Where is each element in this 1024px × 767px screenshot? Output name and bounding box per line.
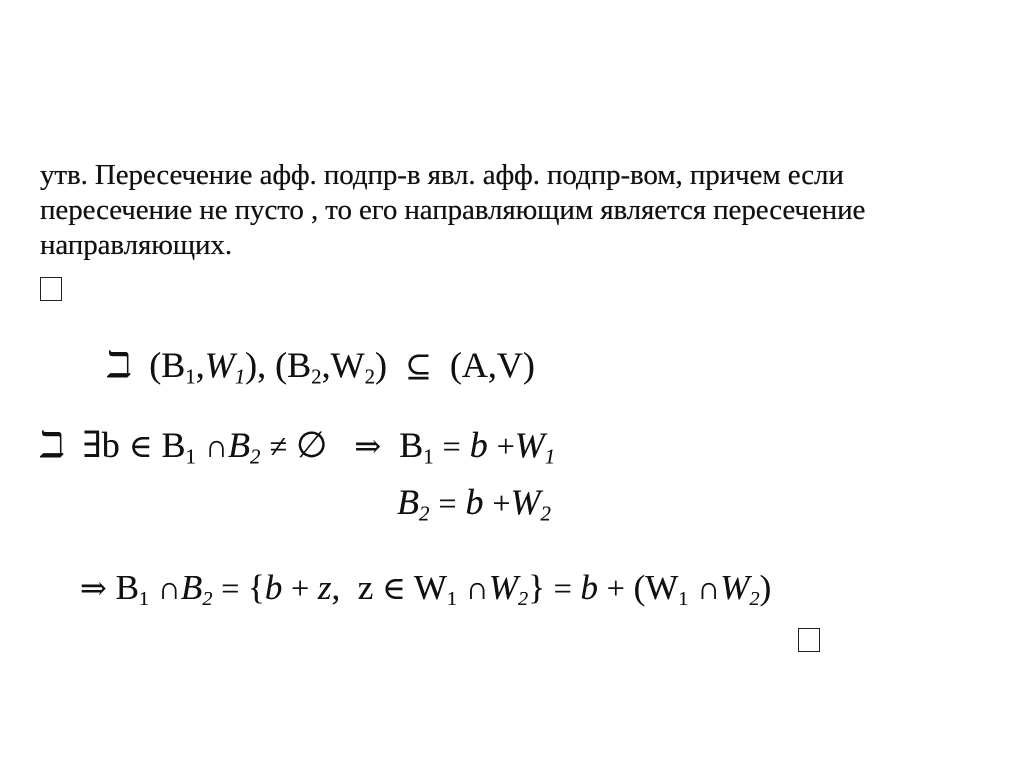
formula-symbol: ⇒ (80, 570, 107, 606)
formula-symbol: B (180, 568, 203, 607)
formula-subscript: 2 (250, 444, 261, 469)
formula-symbol: ℶ (40, 425, 65, 465)
formula-subscript: 1 (234, 364, 246, 389)
formula-subscript: 2 (419, 501, 430, 526)
formula-subscript: 1 (446, 588, 458, 611)
formula-symbol: + (492, 485, 511, 521)
formula-symbol: (A,V) (449, 345, 535, 385)
formula-symbol: = (438, 485, 457, 521)
formula-symbol: } (528, 568, 545, 607)
formula-symbol: z (317, 568, 332, 607)
formula-subscript: 2 (364, 364, 376, 389)
formula-symbol: B (228, 425, 251, 465)
formula-symbol: ∩ (697, 570, 721, 606)
formula-symbol: ⊆ (405, 348, 432, 384)
formula-symbol: ℶ (107, 345, 132, 385)
formula-symbol: W (645, 568, 679, 607)
formula-symbol: ) (759, 568, 772, 607)
formula-symbol: ∃b (82, 425, 120, 465)
statement-line-3: направляющих. (40, 229, 232, 261)
formula-symbol: b (264, 568, 283, 607)
proof-end-box (798, 628, 820, 652)
formula-symbol: ∩ (465, 570, 489, 606)
formula-subscript: 1 (138, 588, 150, 611)
formula-symbol: ⇒ (354, 428, 382, 464)
formula-subscript: 2 (518, 588, 529, 611)
formula-subscript: 1 (185, 364, 196, 389)
formula-subscript: 2 (749, 588, 760, 611)
formula-subscript: 2 (202, 588, 213, 611)
statement-line-1: утв. Пересечение афф. подпр-в явл. афф. подпр-вом, причем если (40, 159, 844, 191)
formula-subscript: 2 (540, 501, 551, 526)
formula-symbol: W (720, 568, 750, 607)
statement-text (40, 158, 940, 263)
formula-symbol: W (488, 568, 519, 607)
formula-symbol: W (413, 568, 447, 607)
formula-symbol: B (397, 482, 419, 522)
formula-subscript: 1 (544, 444, 556, 469)
formula-subscript: 1 (423, 444, 434, 469)
formula-symbol: ∅ (296, 425, 328, 465)
formula-symbol: = (221, 570, 240, 606)
formula-symbol: { (248, 568, 265, 607)
formula-symbol: = (442, 428, 461, 464)
statement-line-2: пересечение не пусто , то его направляющим является пересечение (40, 194, 866, 226)
formula-symbol: W (510, 482, 541, 522)
formula-line-3 (397, 480, 551, 525)
formula-symbol: z (357, 568, 374, 607)
formula-line-1: ℶ $(B_1,W_1)$, $(B_2,W_2)$ ⊆ (A,V) (107, 345, 535, 389)
formula-symbol: B (399, 425, 424, 465)
formula-symbol: b (580, 568, 599, 607)
formula-symbol: B (161, 425, 186, 465)
formula-line-4 (80, 566, 771, 610)
formula-line-2 (40, 423, 555, 468)
proof-start-box (40, 277, 62, 301)
formula-symbol: ≠ (269, 428, 288, 464)
formula-symbol: ∩ (204, 428, 229, 464)
formula-symbol: B (115, 568, 139, 607)
formula-symbol: , (331, 568, 341, 607)
formula-symbol: b (465, 482, 484, 522)
formula-symbol: + (606, 570, 625, 606)
formula-subscript: 1 (185, 444, 196, 469)
formula-symbol: B (287, 345, 312, 385)
formula-subscript: 2 (311, 364, 322, 389)
formula-symbol: ( (633, 568, 646, 607)
formula-subscript: 1 (678, 588, 689, 611)
formula-symbol: ∈ (382, 570, 406, 606)
formula-symbol: B (161, 345, 186, 385)
formula-symbol: ∩ (157, 570, 181, 606)
formula-symbol: ∈ (128, 428, 153, 464)
formula-symbol: + (496, 428, 515, 464)
formula-symbol: b (469, 425, 488, 465)
formula-symbol: W (514, 425, 545, 465)
formula-symbol: W (330, 345, 365, 385)
formula-symbol: W (204, 345, 235, 385)
formula-symbol: + (291, 570, 310, 606)
formula-symbol: = (553, 570, 572, 606)
